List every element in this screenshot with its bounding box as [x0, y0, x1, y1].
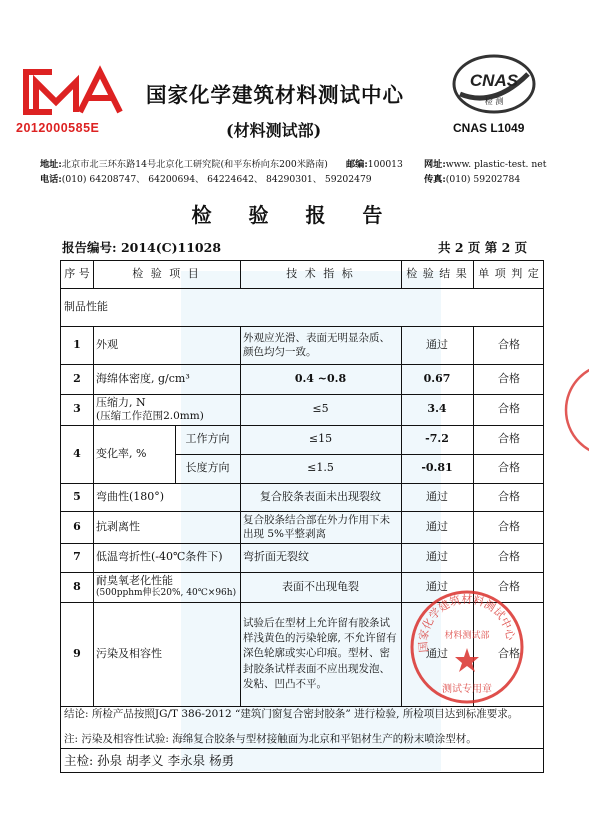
- fax: (010) 59202784: [445, 174, 521, 185]
- website-line: [424, 156, 546, 170]
- row-4-result-2: -0.81: [421, 461, 453, 475]
- fax-label: 传真:: [424, 174, 446, 185]
- conclusion: 结论: 所检产品按照JG/T 386-2012 “建筑门窗复合密封胶条” 进行检验, 所检项目达到标准要求。: [64, 708, 519, 720]
- cnas-logo: [446, 52, 542, 116]
- phone-line: [40, 171, 372, 185]
- section-label: 制品性能: [64, 299, 108, 313]
- address-label: 地址:: [40, 159, 62, 170]
- row-8-verdict: 合格: [498, 579, 520, 593]
- row-7-result: 通过: [426, 550, 448, 564]
- svg-text:CNAS: CNAS: [469, 71, 519, 90]
- row-2-no: 2: [73, 371, 81, 385]
- row-4-verdict-1: 合格: [498, 432, 520, 446]
- row-2-item: 海绵体密度, g/cm³: [96, 371, 190, 385]
- row-3-verdict: 合格: [498, 402, 520, 416]
- row-2-result: 0.67: [423, 371, 451, 385]
- row-5-verdict: 合格: [498, 489, 520, 503]
- header-spec: 技 术 指 标: [286, 267, 355, 281]
- row-1-item: 外观: [96, 337, 118, 351]
- row-1-no: 1: [73, 337, 81, 351]
- header-item: 检 验 项 目: [132, 267, 201, 281]
- row-9-result: 通过: [426, 646, 448, 660]
- org-subtitle: (材料测试部): [226, 121, 322, 140]
- phone: (010) 64208747、 64200694、 64224642、 84290301、 59202479: [61, 174, 372, 185]
- row-4-result-1: -7.2: [425, 432, 449, 446]
- row-4-verdict-2: 合格: [498, 461, 520, 475]
- row-1-result: 通过: [426, 337, 448, 351]
- row-3-no: 3: [73, 402, 81, 416]
- official-seal: [408, 588, 526, 706]
- seal-inner-text: 材料测试部: [444, 631, 490, 641]
- row-6-result: 通过: [426, 519, 448, 533]
- cma-code: 2012000585E: [16, 121, 100, 135]
- seal-text: 国家化学建筑材料测试中心: [416, 593, 518, 653]
- page-info: 共 2 页 第 2 页: [438, 240, 528, 255]
- edge-seal: [560, 360, 589, 460]
- row-6-no: 6: [73, 519, 81, 533]
- row-3-item: [93, 394, 240, 425]
- website: www. plastic-test. net: [445, 159, 547, 170]
- postcode: 100013: [367, 159, 403, 170]
- row-7-spec: 弯折面无裂纹: [243, 550, 309, 564]
- row-7-item: 低温弯折性(-40℃条件下): [96, 550, 223, 564]
- postcode-label: 邮编:: [346, 159, 368, 170]
- row-5-spec: 复合胶条表面未出现裂纹: [260, 489, 381, 503]
- header-verdict: 单 项 判 定: [478, 267, 540, 281]
- org-name: 国家化学建筑材料测试中心: [146, 83, 404, 107]
- row-7-verdict: 合格: [498, 550, 520, 564]
- row-3-spec: ≤5: [312, 402, 329, 416]
- row-1-spec: 外观应光滑、表面无明显杂质、颜色均匀一致。: [243, 331, 390, 358]
- row-6-spec: 复合胶条结合部在外力作用下未出现 5%平整剥离: [243, 513, 390, 540]
- row-2-spec: 0.4 ~0.8: [294, 371, 347, 385]
- row-7-no: 7: [73, 550, 81, 564]
- row-8-item-main: 耐臭氧老化性能: [96, 574, 173, 587]
- cma-logo: [16, 62, 130, 122]
- row-8-spec: 表面不出现龟裂: [282, 579, 359, 593]
- row-5-result: 通过: [426, 489, 448, 503]
- row-4-spec-1: ≤15: [308, 432, 333, 446]
- row-2-verdict: 合格: [498, 371, 520, 385]
- row-5-item: 弯曲性(180°): [96, 489, 165, 503]
- note: 注: 污染及相容性试验: 海绵复合胶条与型材接触面为北京和平铝材生产的粉末喷涂型材。: [64, 733, 477, 746]
- fax-line: [424, 171, 520, 185]
- row-9-verdict: 合格: [498, 646, 520, 660]
- row-9-item: 污染及相容性: [96, 646, 162, 660]
- row-8-item-sub: (500pphm伸长20%, 40℃×96h): [96, 588, 237, 599]
- row-1-verdict: 合格: [498, 337, 520, 351]
- row-9-no: 9: [73, 646, 81, 660]
- row-8-result: 通过: [426, 579, 448, 593]
- address-line: [40, 156, 328, 170]
- postcode-line: [346, 156, 403, 170]
- header-seq: 序 号: [64, 267, 90, 281]
- row-8-no: 8: [73, 579, 81, 593]
- row-8-item: [93, 572, 240, 602]
- row-3-result: 3.4: [427, 402, 447, 416]
- phone-label: 电话:: [40, 174, 62, 185]
- row-3-item-sub: (压缩工作范围2.0mm): [96, 409, 204, 422]
- row-3-item-main: 压缩力, N: [96, 395, 146, 409]
- header-result: 检 验 结 果: [406, 267, 468, 281]
- row-9-spec: 试验后在型材上允许留有胶条试样浅黄色的污染轮廓, 不允许留有深色轮廓或实心印痕。型材、密封胶条试样表面不应出现发泡、发粘、凹凸不平。: [243, 616, 397, 690]
- row-4-sub-1: 工作方向: [185, 432, 230, 446]
- svg-text:检 测: 检 测: [484, 97, 504, 106]
- row-5-no: 5: [73, 489, 81, 503]
- seal-bottom-text: 测试专用章: [442, 684, 492, 695]
- inspectors: 主检: 孙泉 胡孝义 李永泉 杨勇: [64, 752, 235, 768]
- row-4-sub-2: 长度方向: [185, 461, 230, 475]
- svg-text:国家化学建筑材料测试中心: [416, 592, 517, 653]
- cnas-code: CNAS L1049: [453, 121, 525, 135]
- website-label: 网址:: [424, 159, 446, 170]
- row-6-item: 抗剥离性: [96, 519, 140, 533]
- row-4-item: 变化率, %: [96, 446, 147, 460]
- address: 北京市北三环东路14号北京化工研究院(和平东桥向东200米路南): [61, 159, 328, 170]
- row-4-no: 4: [73, 446, 81, 460]
- row-4-spec-2: ≤1.5: [307, 461, 334, 475]
- report-title: 检 验 报 告: [191, 203, 398, 227]
- report-number: 报告编号: 2014(C)11028: [62, 240, 222, 255]
- row-6-verdict: 合格: [498, 519, 520, 533]
